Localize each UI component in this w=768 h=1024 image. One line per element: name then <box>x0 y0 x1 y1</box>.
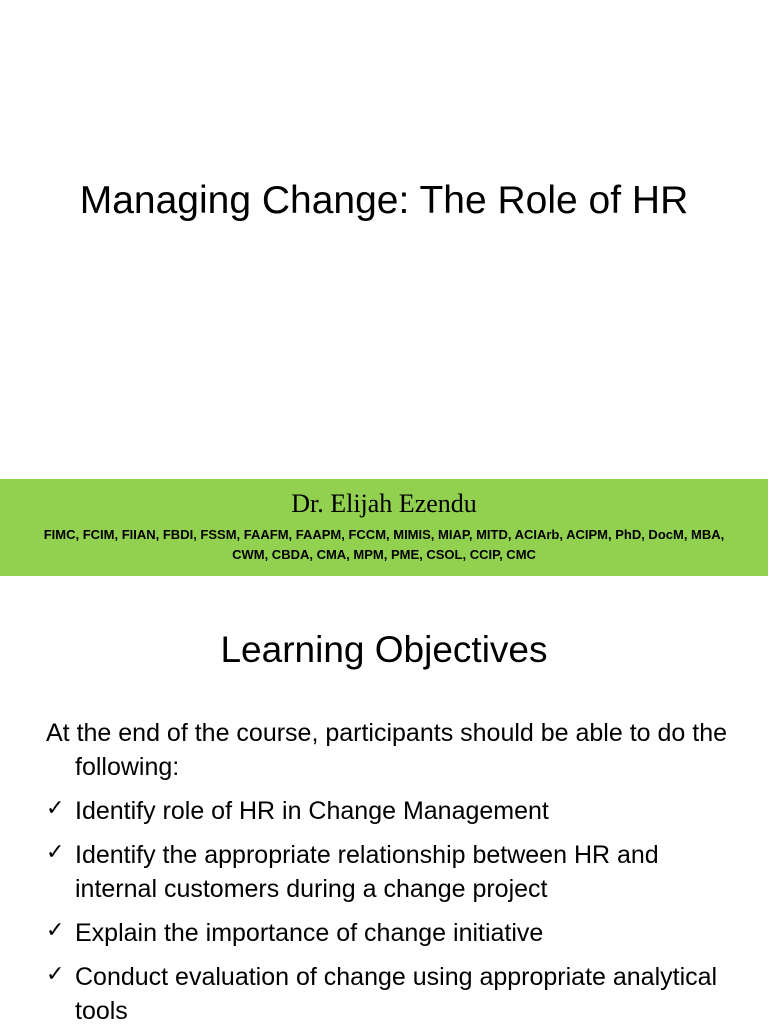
objectives-heading: Learning Objectives <box>220 629 548 670</box>
objective-text: Conduct evaluation of change using appropriate analytical tools <box>75 963 718 1024</box>
checkmark-icon: ✓ <box>46 840 65 865</box>
checkmark-icon: ✓ <box>46 918 65 943</box>
objectives-list <box>46 794 746 1024</box>
slide-title: Managing Change: The Role of HR <box>79 179 689 222</box>
author-banner <box>0 479 768 576</box>
checkmark-icon: ✓ <box>46 962 65 987</box>
objective-text: Identify role of HR in Change Management <box>75 797 549 825</box>
list-item <box>46 916 746 950</box>
objectives-intro: At the end of the course, participants should be able to do the following: <box>46 719 728 781</box>
list-item <box>46 838 746 906</box>
author-name: Dr. Elijah Ezendu <box>291 489 477 518</box>
checkmark-icon: ✓ <box>46 796 65 821</box>
objective-text: Identify the appropriate relationship between HR and internal customers during a change project <box>75 841 659 903</box>
list-item <box>46 794 746 828</box>
objective-text: Explain the importance of change initiative <box>75 919 544 947</box>
author-credentials: FIMC, FCIM, FIIAN, FBDI, FSSM, FAAFM, FAAPM, FCCM, MIMIS, MIAP, MITD, ACIArb, ACIPM, PhD, DocM, MBA, CWM, CBDA, CMA, MPM, PME, CSOL, CCIP, CMC <box>43 527 725 562</box>
list-item <box>46 960 746 1024</box>
objectives-body <box>46 716 746 1024</box>
